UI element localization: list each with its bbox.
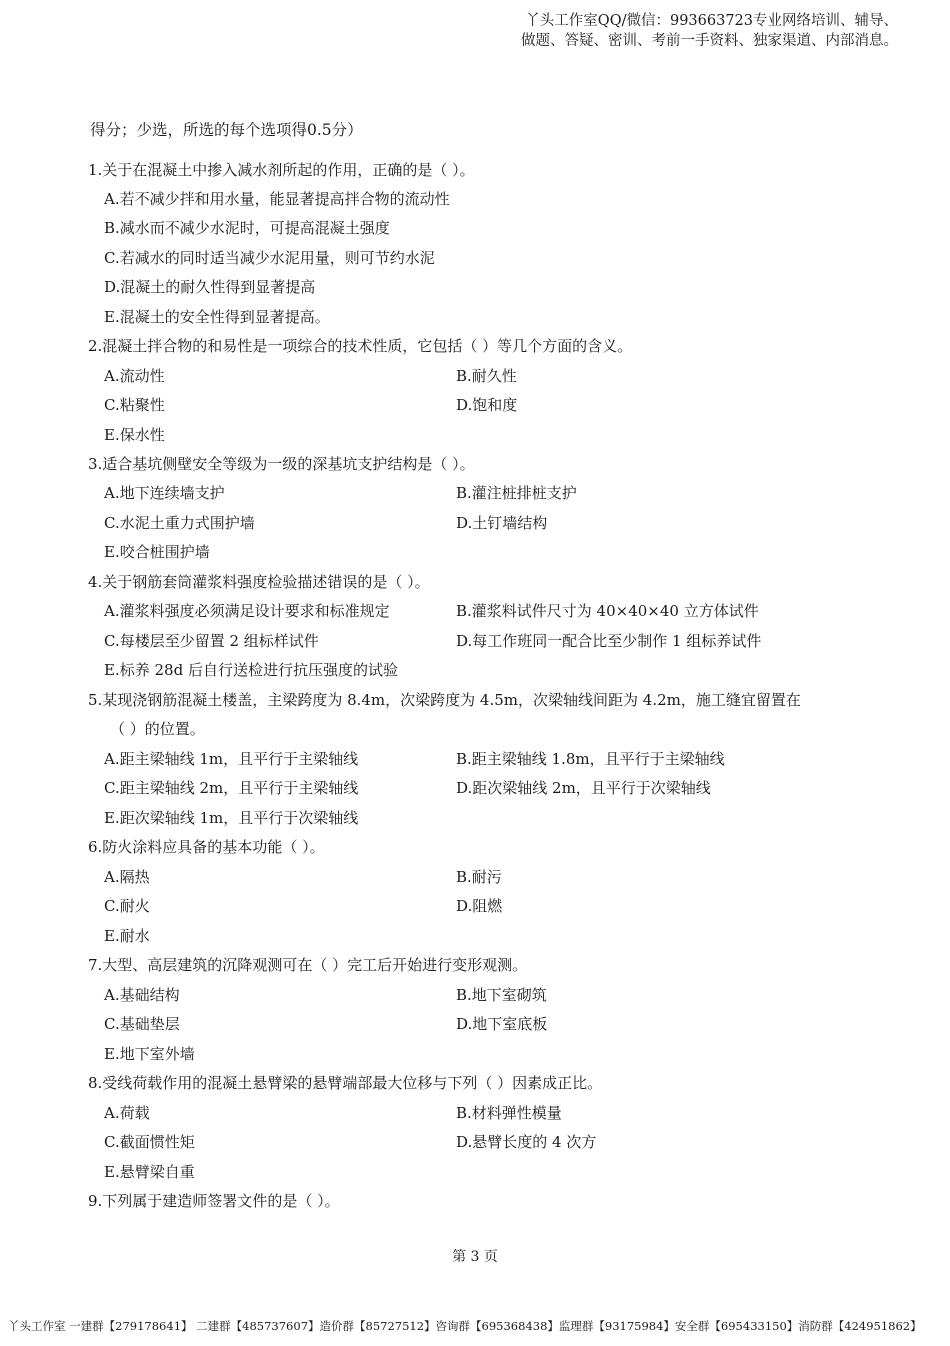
question-8-option-d: D.悬臂长度的 4 次方 [456,1133,597,1151]
question-8-option-a: A.荷载 [104,1104,150,1122]
question-6-option-b: B.耐污 [456,868,502,886]
question-8-option-c: C.截面惯性矩 [104,1133,195,1151]
header-line-1: 丫头工作室QQ/微信：993663723专业网络培训、辅导、 [525,13,898,29]
question-7-option-d: D.地下室底板 [456,1015,548,1033]
question-4-option-d: D.每工作班同一配合比至少制作 1 组标养试件 [456,632,762,650]
question-3-option-d: D.土钉墙结构 [456,514,548,532]
question-1-option-e: E.混凝土的安全性得到显著提高。 [104,308,330,326]
question-4-stem: 4.关于钢筋套筒灌浆料强度检验描述错误的是（ ）。 [88,573,430,591]
question-8-option-e: E.悬臂梁自重 [104,1163,195,1181]
question-3-option-b: B.灌注桩排桩支护 [456,484,577,502]
question-6-stem: 6.防火涂料应具备的基本功能（ ）。 [88,838,325,856]
question-6-option-d: D.阻燃 [456,897,503,915]
question-2-option-e: E.保水性 [104,426,165,444]
question-2-option-c: C.粘聚性 [104,396,165,414]
question-8-stem: 8.受线荷载作用的混凝土悬臂梁的悬臂端部最大位移与下列（ ）因素成正比。 [88,1074,603,1092]
question-5-option-c: C.距主梁轴线 2m，且平行于主梁轴线 [104,779,359,797]
question-6-option-e: E.耐水 [104,927,150,945]
question-6-option-c: C.耐火 [104,897,150,915]
question-9-stem: 9.下列属于建造师签署文件的是（ ）。 [88,1192,340,1210]
question-4-option-a: A.灌浆料强度必须满足设计要求和标准规定 [104,602,390,620]
question-1-stem: 1.关于在混凝土中掺入减水剂所起的作用，正确的是（ ）。 [88,161,475,179]
question-7-option-c: C.基础垫层 [104,1015,180,1033]
question-4-option-e: E.标养 28d 后自行送检进行抗压强度的试验 [104,661,398,679]
footer-group-list: 丫头工作室 一建群【279178641】 二建群【485737607】造价群【85727512】咨询群【695368438】监理群【93175984】安全群【695433150】消防群【424951862】 [8,1319,922,1333]
question-7-option-e: E.地下室外墙 [104,1045,195,1063]
question-5-option-e: E.距次梁轴线 1m，且平行于次梁轴线 [104,809,359,827]
question-7-option-a: A.基础结构 [104,986,180,1004]
question-5-option-b: B.距主梁轴线 1.8m，且平行于主梁轴线 [456,750,725,768]
question-1-option-a: A.若不减少拌和用水量，能显著提高拌合物的流动性 [104,190,450,208]
question-5-option-d: D.距次梁轴线 2m，且平行于次梁轴线 [456,779,711,797]
question-1-option-b: B.减水而不减少水泥时，可提高混凝土强度 [104,219,390,237]
question-1-option-d: D.混凝土的耐久性得到显著提高 [104,278,316,296]
question-1-option-c: C.若减水的同时适当减少水泥用量，则可节约水泥 [104,249,435,267]
question-5-stem-continued: （ ）的位置。 [110,720,205,738]
question-3-option-c: C.水泥土重力式围护墙 [104,514,255,532]
scoring-note: 得分；少选，所选的每个选项得0.5分） [90,121,363,139]
question-2-option-a: A.流动性 [104,367,165,385]
question-5-stem: 5.某现浇钢筋混凝土楼盖，主梁跨度为 8.4m，次梁跨度为 4.5m，次梁轴线间距为 4.2m，施工缝宜留置在 [88,691,801,709]
question-3-stem: 3.适合基坑侧壁安全等级为一级的深基坑支护结构是（ ）。 [88,455,475,473]
question-3-option-e: E.咬合桩围护墙 [104,543,210,561]
header-line-2: 做题、答疑、密训、考前一手资料、独家渠道、内部消息。 [521,33,898,49]
page-number: 第 3 页 [452,1249,498,1265]
question-3-option-a: A.地下连续墙支护 [104,484,225,502]
question-4-option-b: B.灌浆料试件尺寸为 40×40×40 立方体试件 [456,602,759,620]
question-2-option-b: B.耐久性 [456,367,517,385]
question-5-option-a: A.距主梁轴线 1m，且平行于主梁轴线 [104,750,359,768]
question-4-option-c: C.每楼层至少留置 2 组标样试件 [104,632,319,650]
question-2-option-d: D.饱和度 [456,396,518,414]
question-7-stem: 7.大型、高层建筑的沉降观测可在（ ）完工后开始进行变形观测。 [88,956,528,974]
question-8-option-b: B.材料弹性模量 [456,1104,562,1122]
question-6-option-a: A.隔热 [104,868,150,886]
question-7-option-b: B.地下室砌筑 [456,986,547,1004]
question-2-stem: 2.混凝土拌合物的和易性是一项综合的技术性质，它包括（ ）等几个方面的含义。 [88,337,633,355]
